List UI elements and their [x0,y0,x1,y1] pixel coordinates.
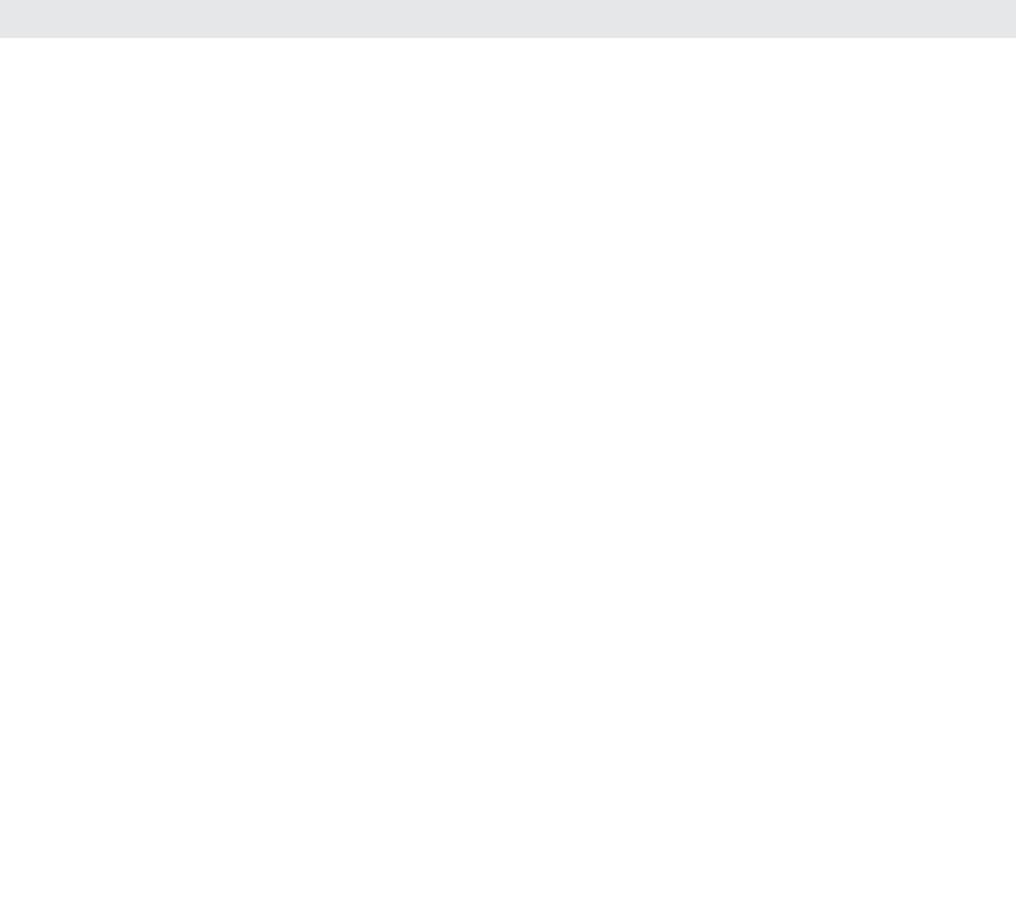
table-header [0,0,1016,38]
